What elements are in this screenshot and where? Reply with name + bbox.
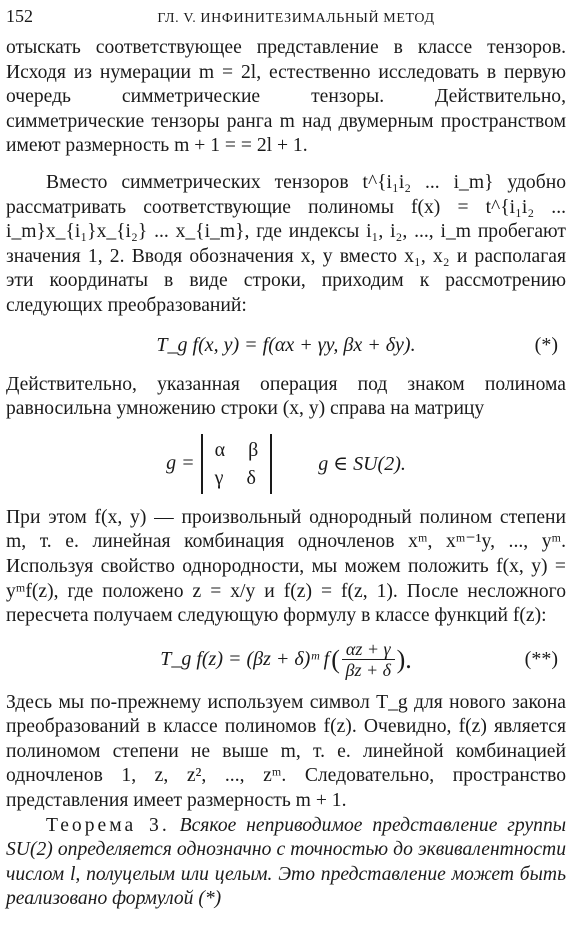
page-number: 152 (6, 6, 33, 26)
matrix-row-1: α β (214, 438, 259, 461)
paragraph-5: Здесь мы по-прежнему используем символ T_g для нового закона преобразований в классе полиномов f(z). Очевидно, f(z) является полиномом степени не выше m, т. е. линейной комбинацией одночленов 1, z, z², ..., zᵐ. Следовательно, пространство представления имеет размерность m + 1. (6, 691, 566, 812)
matrix (201, 434, 273, 494)
matrix-lhs: g = (166, 452, 195, 475)
paragraph-3: Действительно, указанная операция под знаком полинома равносильна умножению строки (x, y) справа на матрицу (6, 373, 566, 420)
formula-transform-body: T_g f(x, y) = f(αx + γy, βx + δy). (156, 334, 416, 357)
theorem-label: Теорема 3. (46, 814, 170, 836)
paragraph-2: Вместо симметрических тензоров t^{i₁i₂ ... i_m} удобно рассматривать соответствующие полиномы f(x) = t^{i₁i₂ ... i_m}x_{i₁}x_{i₂} ... x_{i_m}, где индексы i₁, i₂, ..., i_m пробегают значения 1, 2. Вводя обозначения x, y вместо x₁, x₂ и располагая эти координаты в виде строки, приходим к рассмотрению следующих преобразований: (6, 171, 566, 316)
paragraph-4: При этом f(x, y) — произвольный однородный полином степени m, т. е. линейная комбинация одночленов xᵐ, xᵐ⁻¹y, ..., yᵐ. Используя свойство однородности, мы можем положить f(x, y) = yᵐf(z), где положено z = x/y и f(z) = f(z, 1). После несложного пересчета получаем следующую формулу в классе функций f(z): (6, 506, 566, 627)
theorem-text: Всякое неприводимое представление группы SU(2) определяется однозначно с точностью до эквивалентности числом l, полуцелым или целым. Это представление может быть реализовано формулой (*) (6, 814, 567, 910)
formula-fractional-left: T_g f(z) = (βz + δ)ᵐ f (160, 648, 330, 671)
formula-tag-star: (*) (534, 334, 558, 357)
formula-fractional: T_g f(z) = (βz + δ)ᵐ f ( $\frac{\alpha z + \gamma}{\beta z + \delta}$ ). (**) (160, 639, 558, 681)
running-header (6, 6, 566, 36)
fraction-numerator: αz + γ (342, 639, 395, 660)
theorem-3 (6, 814, 566, 912)
matrix-row-2: γ δ (214, 466, 256, 489)
fraction (342, 639, 395, 680)
matrix-group-membership: g ∈ SU(2). (318, 453, 406, 476)
formula-transform (6, 319, 566, 373)
chapter-title: ГЛ. V. ИНФИНИТЕЗИМАЛЬНЫЙ МЕТОД (157, 11, 435, 26)
fraction-denominator: βz + δ (345, 660, 392, 681)
formula-matrix (6, 422, 566, 506)
paragraph-1: отыскать соответствующее представление в классе тензоров. Исходя из нумерации m = 2l, естественно исследовать в первую очередь симметрические тензоры. Действительно, симметрические тензоры ранга m над двумерным пространством имеют размерность m + 1 = = 2l + 1. (6, 37, 566, 157)
formula-tag-double-star: (**) (524, 648, 558, 671)
